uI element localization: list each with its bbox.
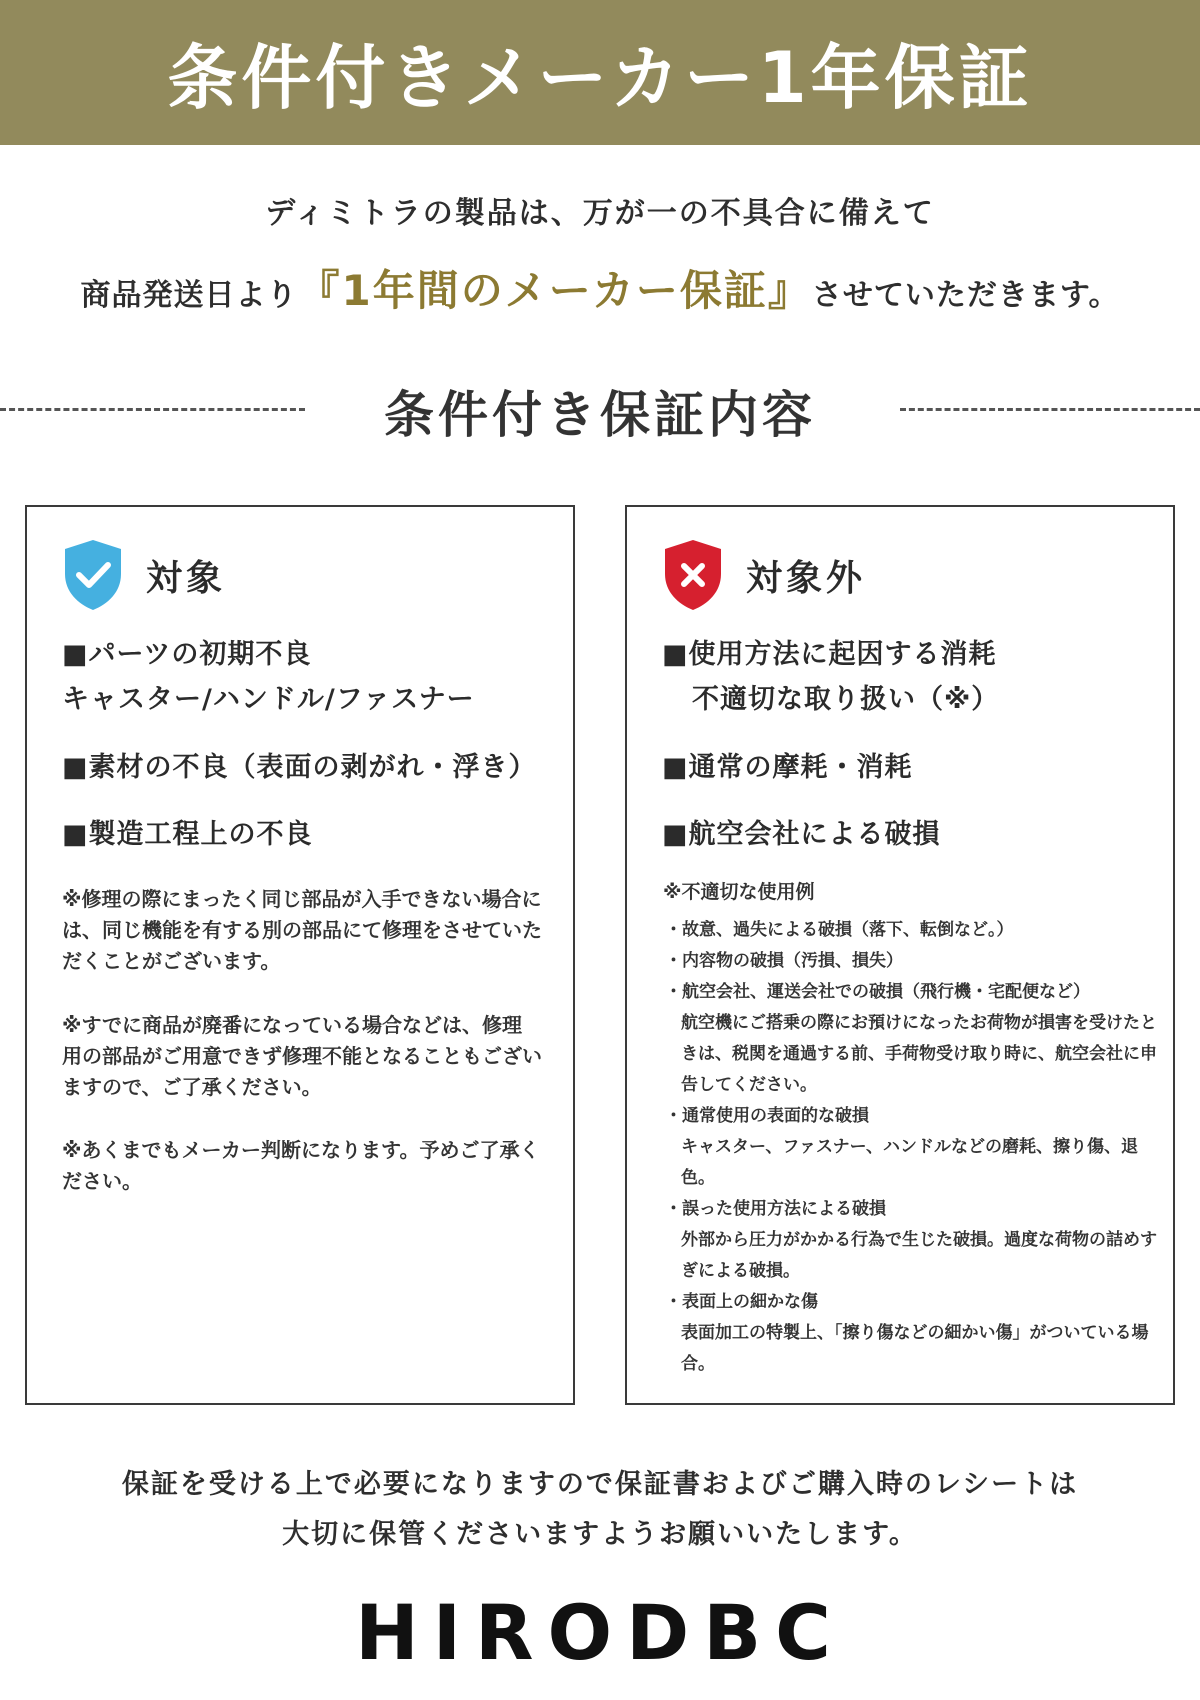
not-covered-item-3: ■航空会社による破損 (662, 819, 941, 850)
intro-line-2 (0, 258, 1200, 318)
example-5-detail: 外部から圧力がかかる行為で生じた破損。過度な荷物の詰めすぎによる破損。 (681, 1230, 1157, 1281)
section-header (0, 375, 1200, 445)
dashed-divider-right (900, 408, 1200, 411)
covered-item-1-detail: キャスター/ハンドル/ファスナー (62, 684, 475, 715)
covered-note-3: ※あくまでもメーカー判断になります。予めご了承ください。 (62, 1138, 540, 1193)
example-5: ・誤った使用方法による破損 (665, 1199, 886, 1219)
example-6-detail: 表面加工の特製上、「擦り傷などの細かい傷」がついている場合。 (681, 1323, 1149, 1374)
covered-title: 対象 (146, 557, 227, 599)
not-covered-item-1-detail: 不適切な取り扱い（※） (692, 684, 1000, 715)
footer-line-2: 大切に保管くださいますようお願いいたします。 (282, 1519, 918, 1550)
intro-line-2-prefix: 商品発送日より (80, 278, 298, 313)
covered-note-1: ※修理の際にまったく同じ部品が入手できない場合には、同じ機能を有する別の部品にて修理をさせていただくことがございます。 (62, 887, 542, 973)
covered-note-2: ※すでに商品が廃番になっている場合などは、修理用の部品がご用意できず修理不能となることもございますので、ご了承ください。 (62, 1013, 542, 1099)
example-4-detail: キャスター、ファスナー、ハンドルなどの磨耗、擦り傷、退色。 (681, 1137, 1138, 1188)
page-title: 条件付きメーカー1年保証 (167, 37, 1033, 119)
covered-card-header (62, 535, 226, 615)
examples-title: ※不適切な使用例 (663, 881, 815, 903)
not-covered-card-header (662, 535, 866, 615)
covered-item-2: ■素材の不良（表面の剥がれ・浮き） (62, 752, 537, 783)
header-band (0, 0, 1200, 145)
example-6: ・表面上の細かな傷 (665, 1292, 818, 1312)
not-covered-item-2: ■通常の摩耗・消耗 (662, 752, 913, 783)
not-covered-title: 対象外 (746, 557, 867, 599)
not-covered-item-1: ■使用方法に起因する消耗 (662, 639, 997, 670)
covered-card (25, 505, 575, 1405)
intro-line-1: ディミトラの製品は、万が一の不具合に備えて (265, 196, 935, 231)
example-3: ・航空会社、運送会社での破損（飛行機・宅配便など） (665, 982, 1090, 1002)
intro-highlight: 『1年間のメーカー保証』 (297, 266, 812, 315)
example-4: ・通常使用の表面的な破損 (665, 1106, 869, 1126)
examples-list (665, 915, 1165, 1380)
section-title: 条件付き保証内容 (384, 386, 816, 444)
x-shield-icon (662, 538, 724, 612)
footer-line-1: 保証を受ける上で必要になりますので保証書およびご購入時のレシートは (121, 1469, 1079, 1500)
covered-item-3: ■製造工程上の不良 (62, 819, 313, 850)
example-1: ・故意、過失による破損（落下、転倒など。） (665, 920, 1014, 940)
intro-line-2-suffix: させていただきます。 (811, 278, 1120, 313)
brand-logo: HIRODBC (355, 1588, 845, 1677)
not-covered-card (625, 505, 1175, 1405)
covered-item-1: ■パーツの初期不良 (62, 639, 312, 670)
example-3-detail: 航空機にご搭乗の際にお預けになったお荷物が損害を受けたときは、税関を通過する前、手荷物受け取り時に、航空会社に申告してください。 (681, 1013, 1157, 1095)
check-shield-icon (62, 538, 124, 612)
example-2: ・内容物の破損（汚損、損失） (665, 951, 903, 971)
